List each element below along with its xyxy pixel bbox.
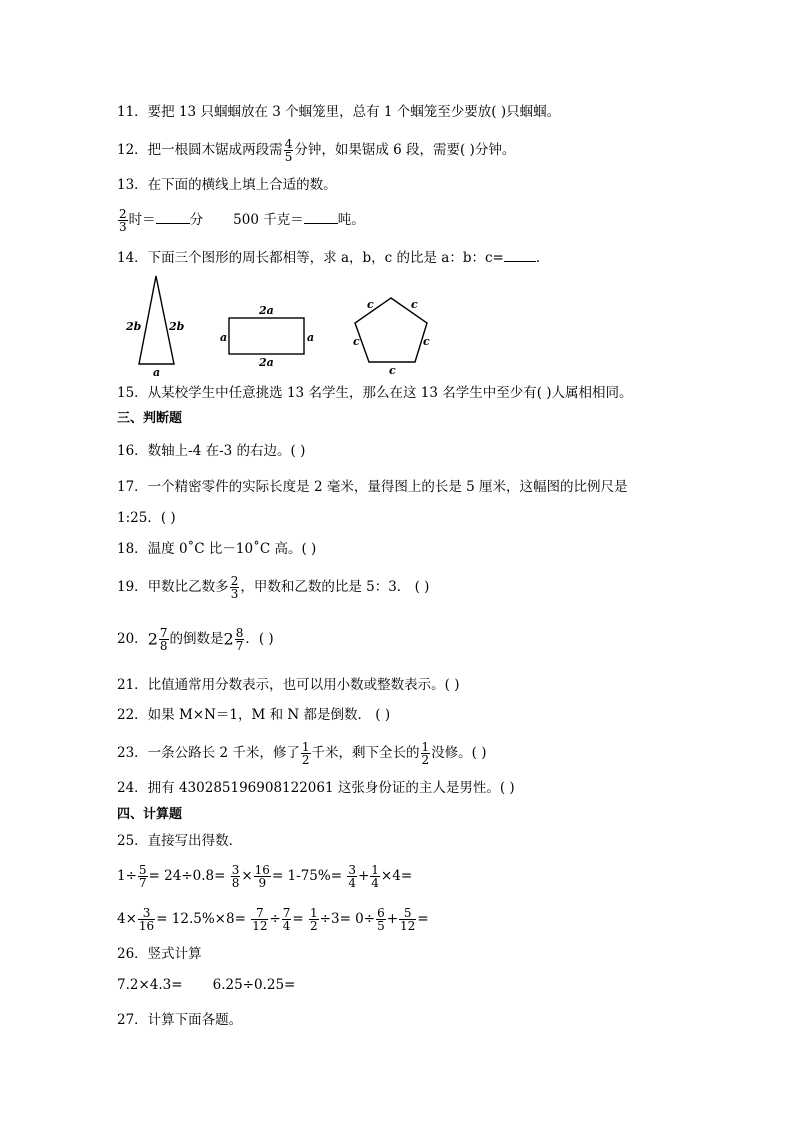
question-18-text: 18．温度 0˚C 比－10˚C 高。( ) <box>117 541 317 557</box>
denominator: 9 <box>258 876 267 890</box>
numerator: 7 <box>282 906 291 920</box>
text: 千米，剩下全长的 <box>311 745 420 761</box>
fraction <box>251 907 268 932</box>
fraction <box>138 864 148 889</box>
question-17-cont <box>117 508 176 528</box>
pentagon-side-label: c <box>389 364 396 377</box>
question-23 <box>117 741 486 766</box>
denominator: 8 <box>159 639 168 653</box>
rect-left-label: a <box>220 331 228 344</box>
answer-blank[interactable] <box>304 209 338 224</box>
question-11-text: 11．要把 13 只蝈蝈放在 3 个蝈笼里，总有 1 个蝈笼至少要放( )只蝈蝈。 <box>117 104 561 120</box>
text: = <box>292 911 309 927</box>
text: ×4= <box>380 868 413 884</box>
question-21-text: 21．比值通常用分数表示，也可以用小数或整数表示。( ) <box>117 677 460 693</box>
question-12 <box>117 138 515 163</box>
question-17-line2: 1:25．( ) <box>117 510 176 526</box>
numerator: 2 <box>119 207 127 221</box>
numerator: 1 <box>371 863 379 877</box>
numerator: 7 <box>251 907 268 920</box>
question-27-title <box>117 1010 242 1030</box>
pentagon-side-label: c <box>353 335 360 348</box>
text: + <box>386 911 399 927</box>
question-13-title <box>117 175 337 195</box>
denominator: 8 <box>231 876 240 890</box>
denominator: 12 <box>400 919 416 933</box>
denominator: 3 <box>119 220 127 234</box>
numerator: 3 <box>138 907 155 920</box>
question-22 <box>117 705 390 725</box>
fraction <box>309 907 319 932</box>
triangle-right-label: 2b <box>169 320 185 333</box>
triangle-left-label: 2b <box>126 320 142 333</box>
mixed-integer: 2 <box>147 629 158 649</box>
text: 分 <box>189 212 204 228</box>
text: + <box>357 868 370 884</box>
pentagon-side-label: c <box>367 298 374 311</box>
question-14 <box>117 247 549 268</box>
question-26-title <box>117 944 202 964</box>
question-14-text: 14．下面三个图形的周长都相等，求 a，b，c 的比是 a：b：c= <box>117 250 504 266</box>
text: 500 千克＝ <box>233 212 304 228</box>
fraction <box>301 741 311 766</box>
mixed-integer: 2 <box>223 629 234 649</box>
text: 没修。( ) <box>431 745 487 761</box>
text: = <box>417 911 429 927</box>
text: ，甲数和乙数的比是 5：3． ( ) <box>240 579 430 595</box>
text: = 12.5%×8= <box>156 911 251 927</box>
fraction <box>376 907 386 932</box>
answer-blank[interactable] <box>156 209 190 224</box>
text: 时＝ <box>128 212 156 228</box>
fraction <box>118 208 128 233</box>
numerator: 5 <box>138 863 147 877</box>
question-25-row-2 <box>117 907 429 932</box>
question-15-text: 15．从某校学生中任意挑选 13 名学生，那么在这 13 名学生中至少有( )人属相相同。 <box>117 385 633 401</box>
section-heading-judge <box>117 409 182 429</box>
question-20 <box>117 627 274 652</box>
question-17-line1: 17．一个精密零件的实际长度是 2 毫米，量得图上的长是 5 厘米，这幅图的比例尺是 <box>117 479 628 495</box>
fraction <box>235 627 245 652</box>
question-26-expression: 7.2×4.3= 6.25÷0.25= <box>117 977 296 993</box>
denominator: 2 <box>310 919 318 933</box>
text: = 1-75%= <box>271 868 347 884</box>
numerator: 16 <box>254 863 270 877</box>
question-24 <box>117 778 515 798</box>
question-12-text-b: 分钟，如果锯成 6 段，需要( )分钟。 <box>294 142 516 158</box>
rectangle <box>229 318 304 354</box>
denominator: 16 <box>138 919 155 933</box>
denominator: 2 <box>301 753 310 767</box>
text: 的倒数是 <box>169 631 224 647</box>
text: ．( ) <box>245 631 274 647</box>
denominator: 2 <box>421 753 430 767</box>
text: 23．一条公路长 2 千米，修了 <box>117 745 300 761</box>
denominator: 7 <box>235 639 244 653</box>
numerator: 8 <box>235 626 244 640</box>
denominator: 3 <box>230 587 239 601</box>
fraction <box>282 907 292 932</box>
numerator: 5 <box>399 907 416 920</box>
question-22-text: 22．如果 M×N＝1，M 和 N 都是倒数． ( ) <box>117 707 391 723</box>
fraction <box>347 864 357 889</box>
question-15 <box>117 383 633 403</box>
question-18 <box>117 539 316 559</box>
question-19 <box>117 575 429 600</box>
question-26-expr <box>117 975 295 995</box>
numerator: 3 <box>231 863 240 877</box>
question-13-title-text: 13．在下面的横线上填上合适的数。 <box>117 177 337 193</box>
fraction <box>254 864 271 889</box>
question-24-text: 24．拥有 430285196908122061 这张身份证的主人是男性。( ) <box>117 780 515 796</box>
fraction <box>138 907 155 932</box>
numerator: 2 <box>230 574 239 588</box>
question-11 <box>117 102 560 122</box>
text: ÷3= 0÷ <box>319 911 376 927</box>
denominator: 5 <box>284 150 293 164</box>
fraction <box>230 575 240 600</box>
answer-blank[interactable] <box>504 247 536 262</box>
denominator: 4 <box>348 876 356 890</box>
denominator: 7 <box>138 876 147 890</box>
question-25-title <box>117 831 242 851</box>
rect-top-label: 2a <box>259 304 274 317</box>
question-13-row <box>117 208 365 233</box>
denominator: 4 <box>371 876 379 890</box>
section-heading-calc <box>117 805 182 825</box>
denominator: 4 <box>282 919 291 933</box>
question-27-title-text: 27．计算下面各题。 <box>117 1012 243 1028</box>
text: 1÷ <box>117 868 137 884</box>
text: 20． <box>117 631 148 647</box>
pentagon-side-label: c <box>423 335 430 348</box>
text: ． <box>535 250 550 266</box>
numerator: 3 <box>348 863 356 877</box>
question-21 <box>117 675 460 695</box>
fraction <box>159 627 169 652</box>
text: 吨。 <box>337 212 365 228</box>
question-17 <box>117 477 628 497</box>
text: ÷ <box>269 911 281 927</box>
text: 4× <box>117 911 137 927</box>
rect-bottom-label: 2a <box>259 356 274 369</box>
numerator: 7 <box>159 626 168 640</box>
text: = 24÷0.8= <box>148 868 230 884</box>
fraction <box>399 907 416 932</box>
numerator: 4 <box>284 137 293 151</box>
fraction <box>284 138 294 163</box>
fraction <box>370 864 380 889</box>
question-16-text: 16．数轴上-4 在-3 的右边。( ) <box>117 443 306 459</box>
section-3-title: 三、判断题 <box>117 411 183 426</box>
fraction <box>421 741 431 766</box>
text: 19．甲数比乙数多 <box>117 579 229 595</box>
question-14-figures <box>117 270 447 380</box>
question-16 <box>117 441 305 461</box>
fraction <box>231 864 241 889</box>
triangle-base-label: a <box>153 366 161 379</box>
text: × <box>241 868 253 884</box>
question-12-text-a: 12．把一根圆木锯成两段需 <box>117 142 283 158</box>
question-26-title-text: 26．竖式计算 <box>117 946 202 962</box>
numerator: 1 <box>421 740 430 754</box>
numerator: 1 <box>301 740 310 754</box>
section-4-title: 四、计算题 <box>117 807 183 822</box>
pentagon-side-label: c <box>411 298 418 311</box>
denominator: 12 <box>252 919 268 933</box>
numerator: 6 <box>377 906 385 920</box>
question-25-row-1 <box>117 864 412 889</box>
rect-right-label: a <box>307 331 315 344</box>
numerator: 1 <box>310 906 318 920</box>
denominator: 5 <box>377 919 385 933</box>
question-25-title-text: 25．直接写出得数． <box>117 833 243 849</box>
